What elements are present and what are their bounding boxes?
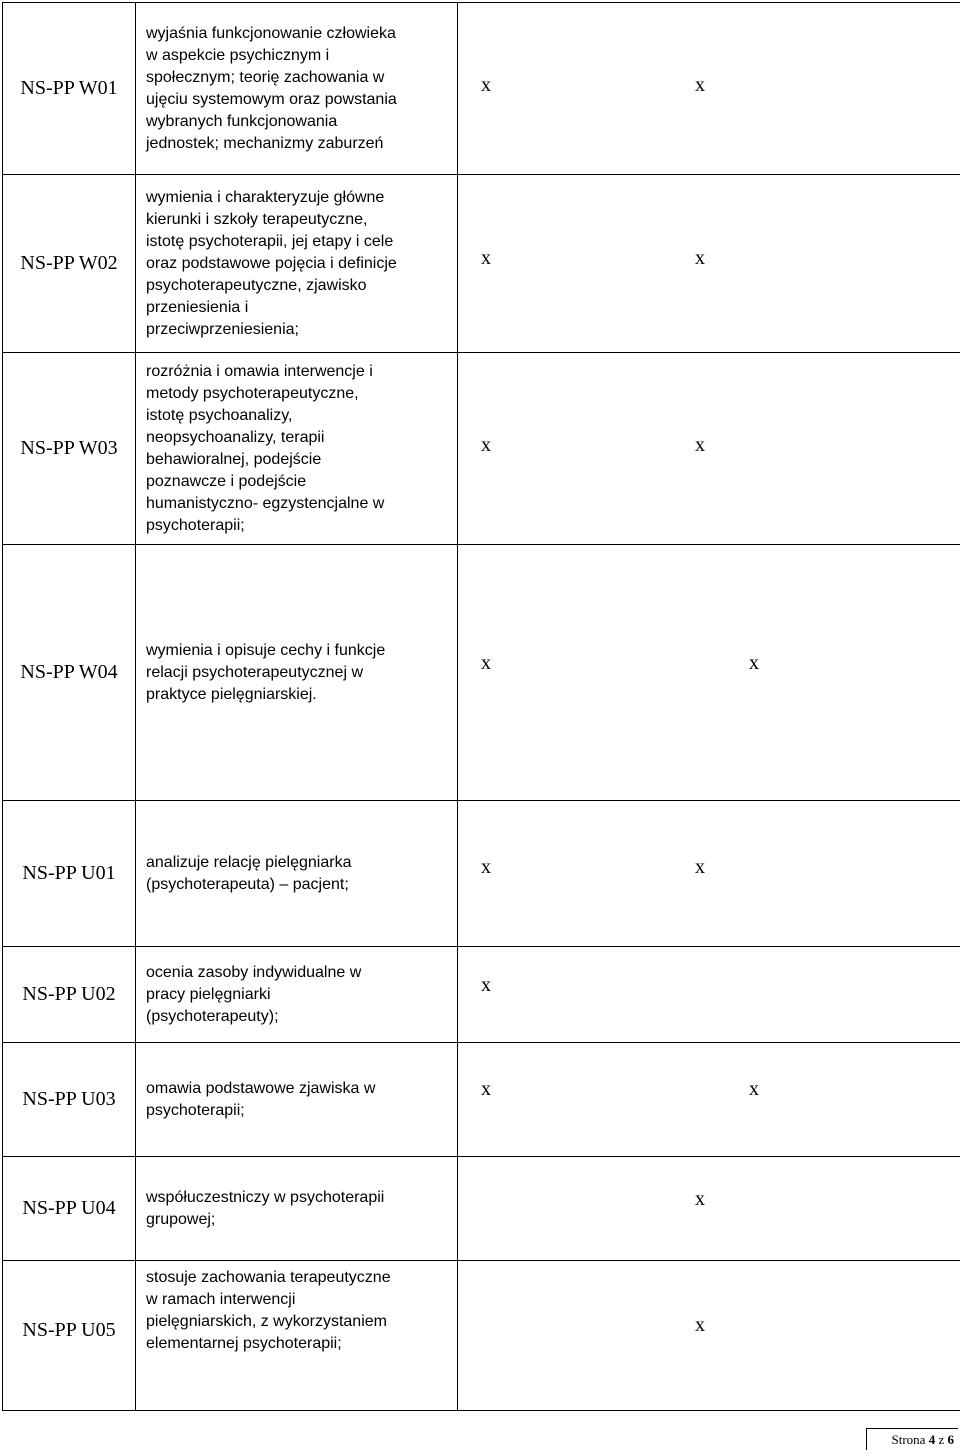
x-mark: x [695, 856, 705, 878]
footer-prefix: Strona [891, 1432, 926, 1447]
outcome-code: NS-PP U04 [3, 1157, 136, 1261]
x-mark: x [695, 247, 705, 269]
outcome-code: NS-PP U01 [3, 801, 136, 947]
table-row [3, 801, 960, 947]
outcome-description: analizuje relację pielęgniarka (psychoterapeuta) – pacjent; [136, 801, 458, 947]
marks-cell [458, 175, 960, 353]
x-mark: x [481, 434, 491, 456]
x-mark: x [481, 856, 491, 878]
marks-cell [458, 1261, 960, 1411]
outcome-code: NS-PP W02 [3, 175, 136, 353]
outcome-code: NS-PP U05 [3, 1261, 136, 1411]
outcome-description: rozróżnia i omawia interwencje i metody psychoterapeutyczne, istotę psychoanalizy, neopsychoanalizy, terapii behawioralnej, podejście poznawcze i podejście humanistyczno- egzystencjalne w psychoterapii; [136, 353, 458, 545]
outcome-description: ocenia zasoby indywidualne w pracy pielęgniarki (psychoterapeuty); [136, 947, 458, 1043]
outcome-description: omawia podstawowe zjawiska w psychoterapii; [136, 1043, 458, 1157]
table-row [3, 1157, 960, 1261]
marks-cell [458, 947, 960, 1043]
outcome-description: wymienia i charakteryzuje główne kierunki i szkoły terapeutyczne, istotę psychoterapii, jej etapy i cele oraz podstawowe pojęcia i definicje psychoterapeutyczne, zjawisko przeniesienia i przeciwprzeniesienia; [136, 175, 458, 353]
outcome-description: stosuje zachowania terapeutyczne w ramach interwencji pielęgniarskich, z wykorzystaniem elementarnej psychoterapii; [136, 1261, 458, 1411]
page-number-footer [866, 1428, 958, 1450]
outcome-description: wymienia i opisuje cechy i funkcje relacji psychoterapeutycznej w praktyce pielęgniarskiej. [136, 545, 458, 801]
x-mark: x [695, 74, 705, 96]
total-pages: 6 [947, 1432, 954, 1447]
marks-cell [458, 1157, 960, 1261]
marks-cell [458, 3, 960, 175]
outcome-code: NS-PP U03 [3, 1043, 136, 1157]
outcome-description: wyjaśnia funkcjonowanie człowieka w aspekcie psychicznym i społecznym; teorię zachowania w ujęciu systemowym oraz powstania wybranych funkcjonowania jednostek; mechanizmy zaburzeń [136, 3, 458, 175]
table-row [3, 353, 960, 545]
marks-cell [458, 545, 960, 801]
x-mark: x [749, 1078, 759, 1100]
table-row [3, 3, 960, 175]
outcome-description: współuczestniczy w psychoterapii grupowej; [136, 1157, 458, 1261]
x-mark: x [695, 1188, 705, 1210]
marks-cell [458, 353, 960, 545]
x-mark: x [481, 74, 491, 96]
x-mark: x [695, 1314, 705, 1336]
x-mark: x [749, 652, 759, 674]
current-page: 4 [928, 1432, 936, 1447]
outcome-code: NS-PP W03 [3, 353, 136, 545]
table-row [3, 1043, 960, 1157]
learning-outcomes-table [2, 2, 960, 1411]
table-row [3, 545, 960, 801]
marks-cell [458, 801, 960, 947]
table-row [3, 175, 960, 353]
marks-cell [458, 1043, 960, 1157]
table-row [3, 1261, 960, 1411]
outcome-code: NS-PP W01 [3, 3, 136, 175]
x-mark: x [481, 974, 491, 996]
x-mark: x [481, 652, 491, 674]
outcome-code: NS-PP W04 [3, 545, 136, 801]
footer-separator: z [938, 1432, 945, 1447]
outcome-code: NS-PP U02 [3, 947, 136, 1043]
x-mark: x [481, 247, 491, 269]
x-mark: x [481, 1078, 491, 1100]
table-row [3, 947, 960, 1043]
x-mark: x [695, 434, 705, 456]
